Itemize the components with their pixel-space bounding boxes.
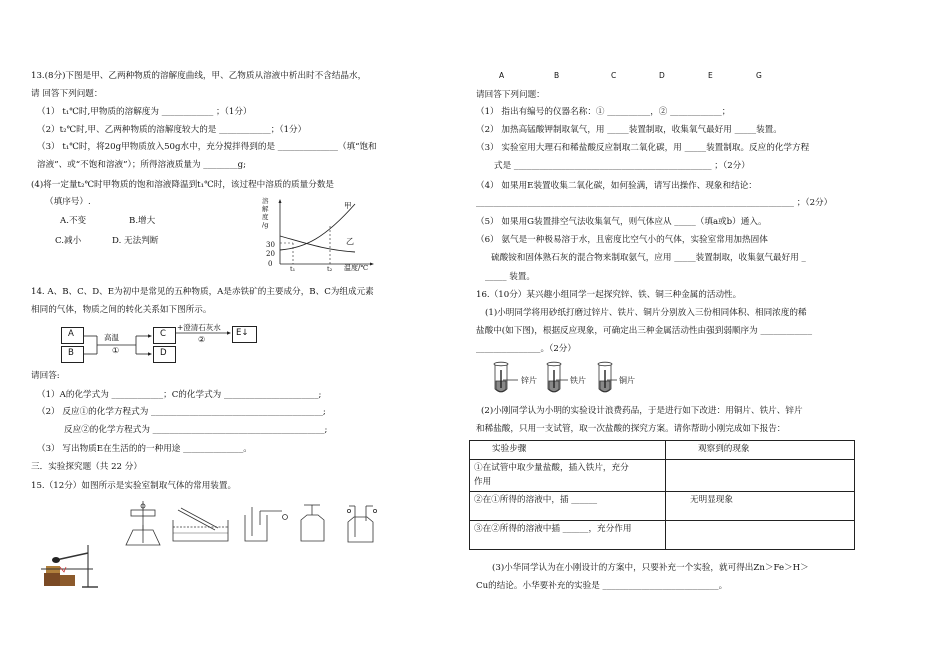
- table-row2-step: ②在①所得的溶液中，插 ______: [474, 495, 598, 506]
- table-row: [470, 441, 855, 460]
- flow-reagent-limewater: +澄清石灰水: [177, 323, 221, 332]
- table-header-steps-text: 实验步骤: [492, 444, 527, 454]
- apparatus-label-a: A: [499, 71, 505, 80]
- table-cell: [470, 459, 666, 492]
- graph-ylabel-1: 溶: [262, 197, 269, 205]
- table-cell: [470, 521, 666, 550]
- q14-sub3: （3） 写出物质E在生活的的一种用途 ______________。: [37, 444, 252, 454]
- table-row1-step-line2: 作用: [474, 476, 492, 487]
- flow-reaction-2-marker: ②: [198, 335, 206, 344]
- tube-label-iron: 铁片: [570, 376, 586, 385]
- q14-sub1: （1）A的化学式为 ____________；C的化学式为 ______________________;: [37, 390, 322, 400]
- q15-sub3b: 式是 ______________________________________________ ；（2分）: [494, 161, 750, 171]
- report-table: [469, 440, 855, 550]
- flow-node-d-label: D: [160, 348, 167, 358]
- graph-y0: 0: [268, 260, 273, 268]
- table-cell: [666, 492, 855, 521]
- q16-p1b: 盐酸中(如下图)，根据反应现象，可确定出三种金属活动性由强到弱顺序为 ____________: [476, 326, 813, 336]
- flow-node-c-label: C: [160, 329, 167, 339]
- apparatus-label-e: E: [708, 71, 713, 80]
- flow-condition-gaowen: 高温: [104, 333, 119, 342]
- flow-node-a-label: A: [68, 329, 74, 339]
- q13-sub2: （2）t₂℃时,甲、乙两种物质的溶解度较大的是 ____________；（1分）: [37, 125, 307, 135]
- q14-stem: 14. A、B、C、D、E为初中是常见的五种物质，A是赤铁矿的主要成分，B、C为组成元素: [31, 287, 374, 297]
- table-row2-observation: 无明显现象: [690, 495, 733, 506]
- q16-p2b: 和稀盐酸，只用一支试管，取一次盐酸的探究方案。请你帮助小刚完成如下报告：: [476, 424, 786, 434]
- apparatus-label-d: D: [659, 71, 665, 80]
- flow-node-b-label: B: [68, 348, 74, 358]
- q13-sub4b: （填序号）.: [45, 197, 91, 207]
- flow-node-e-label: E↓: [236, 328, 249, 338]
- graph-ylabel-2: 解: [262, 205, 269, 213]
- tube-label-copper: 铜片: [619, 376, 635, 385]
- q14-ask: 请回答:: [31, 371, 60, 381]
- graph-y20: 20: [266, 250, 275, 258]
- q14-sub2b: 反应②的化学方程式为 ________________________________________;: [64, 425, 328, 435]
- table-header-steps: [470, 441, 666, 460]
- graph-x-t2: t₂: [327, 265, 333, 273]
- q15-sub1: （1） 指出有编号的仪器名称：① __________，② ____________；: [476, 107, 731, 117]
- q15-sub6c: _____ 装置。: [485, 272, 535, 282]
- table-header-observations: [666, 441, 855, 460]
- graph-x-t1: t₁: [290, 265, 296, 273]
- q13-option-a: A.不变: [60, 216, 87, 226]
- apparatus-label-c: C: [611, 71, 617, 80]
- graph-y30: 30: [266, 241, 275, 249]
- q13-option-c: C.减小: [55, 236, 82, 246]
- q15-sub2: （2） 加热高锰酸钾制取氧气，用 _____装置制取，收集氧气最好用 _____装置。: [476, 125, 782, 135]
- tube-label-zinc: 锌片: [521, 376, 537, 385]
- table-header-observations-text: 观察到的现象: [698, 444, 750, 454]
- table-row3-step: ③在②所得的溶液中插 ______，充分作用: [474, 524, 632, 535]
- q16-p2a: (2)小刚同学认为小明的实验设计浪费药品，于是进行如下改进：用铜片、铁片、锌片: [481, 406, 803, 416]
- graph-ylabel-3: 度: [262, 213, 269, 221]
- table-cell[interactable]: [666, 459, 855, 492]
- section-3-heading: 三．实验探究题（共 22 分）: [31, 462, 142, 472]
- q16-p3a: (3)小华同学认为在小刚设计的方案中，只要补充一个实验，就可得出Zn＞Fe＞H＞: [492, 563, 809, 573]
- q14-sub2: （2） 反应①的化学方程式为 ________________________________________;: [37, 407, 326, 417]
- q13-sub3a: （3） t₁℃时，将20g甲物质放入50g水中，充分搅拌得到的是 ______________（填“饱和: [37, 142, 377, 152]
- q15-sub6a: （6） 氨气是一种极易溶于水，且密度比空气小的气体，实验室常用加热固体: [476, 235, 768, 245]
- q16-p3b: Cu的结论。小华要补充的实验是 ___________________________。: [476, 581, 728, 591]
- q16-p1a: (1)小明同学将用砂纸打磨过锌片、铁片、铜片分别放入三份相同体积、相同浓度的稀: [485, 308, 807, 318]
- q13-option-b: B.增大: [129, 216, 156, 226]
- q13-sub1: （1） t₁℃时,甲物质的溶解度为 ____________ ；（1分）: [37, 107, 252, 117]
- graph-xlabel: 温度/℃: [344, 264, 369, 272]
- table-cell[interactable]: [666, 521, 855, 550]
- apparatus-label-b: B: [554, 71, 560, 80]
- q15-stem: 15.（12分）如图所示是实验室制取气体的常用装置。: [31, 481, 237, 491]
- table-row: [470, 521, 855, 550]
- q15-ask: 请回答下列问题：: [476, 90, 545, 100]
- q15-sub4b: __________________________________________________________________________ ；（2分）: [476, 198, 833, 208]
- q16-p1c: _______________。（2分）: [476, 344, 576, 354]
- q15-sub5: （5） 如果用G装置排空气法收集氧气，则气体应从 _____（填a或b）通入。: [476, 217, 767, 227]
- q14-stem2: 相同的气体，物质之间的转化关系如下图所示。: [31, 305, 212, 315]
- table-row1-step-line1: ①在试管中取少量盐酸，插入铁片，充分: [474, 462, 629, 473]
- q15-sub3a: （3） 实验室用大理石和稀盐酸反应制取二氧化碳，用 _____装置制取。反应的化学方程: [476, 143, 810, 153]
- graph-curve-jia-label: 甲: [344, 201, 352, 210]
- apparatus-label-g: G: [756, 71, 762, 80]
- table-row: [470, 492, 855, 521]
- q15-sub6b: 硫酸铵和固体熟石灰的混合物来制取氨气，应用 _____装置制取，收集氨气最好用 _: [491, 253, 806, 263]
- q13-option-d: D. 无法判断: [112, 236, 159, 246]
- table-cell: [470, 492, 666, 521]
- q13-sub4a: (4)将一定量t₂℃时甲物质的饱和溶液降温到t₁℃时，该过程中溶质的质量分数是: [31, 180, 335, 190]
- graph-ylabel-4: /g: [262, 221, 269, 229]
- q15-sub4: （4） 如果用E装置收集二氧化碳，如何验满，请写出操作、现象和结论：: [476, 181, 757, 191]
- flow-reaction-1-marker: ①: [112, 346, 120, 355]
- table-row: [470, 459, 855, 492]
- q13-sub3b: 溶液”、或“不饱和溶液”）；所得溶液质量为 ________g;: [37, 160, 247, 170]
- q16-stem: 16.（10分）某兴趣小组同学一起探究锌、铁、铜三种金属的活动性。: [476, 290, 742, 300]
- q13-stem2: 请 回答下列问题：: [31, 89, 103, 99]
- q13-stem: 13.(8分)下图是甲、乙两种物质的溶解度曲线，甲、乙物质从溶液中析出时不含结晶水，: [31, 71, 367, 81]
- graph-curve-yi-label: 乙: [346, 237, 354, 246]
